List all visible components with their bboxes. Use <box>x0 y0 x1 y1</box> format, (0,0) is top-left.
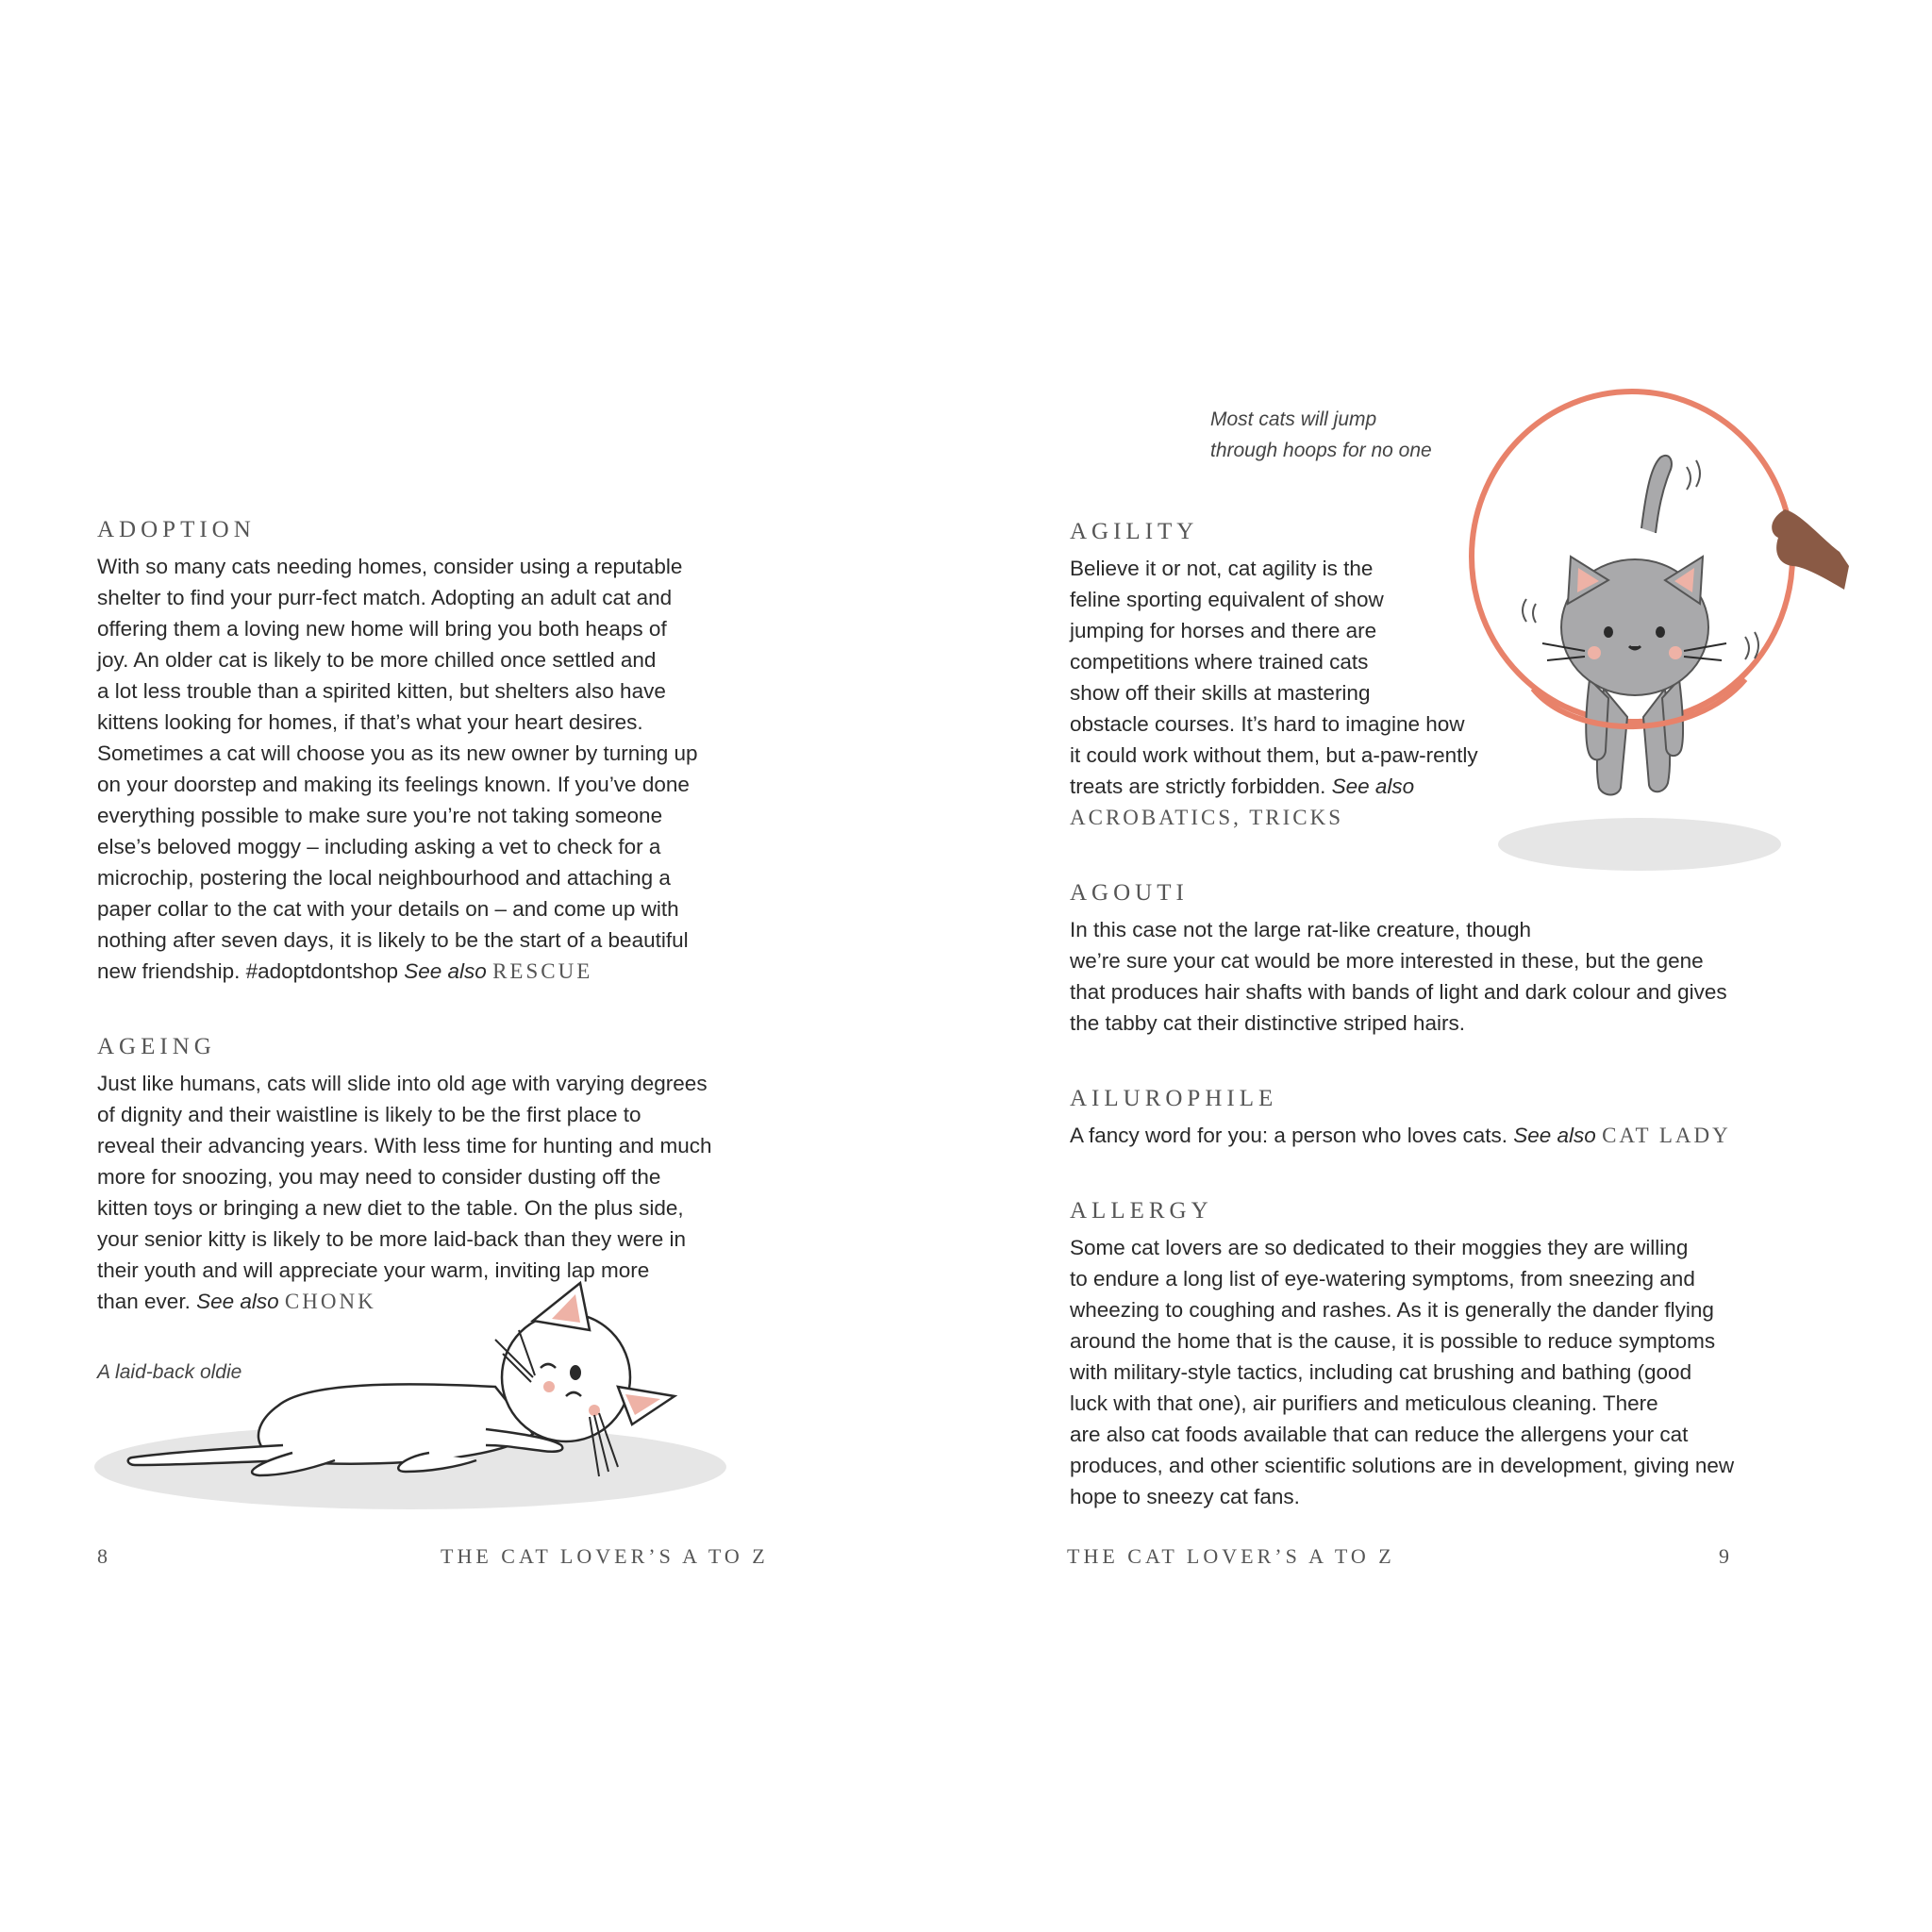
entry-adoption <box>97 515 748 987</box>
see-also-label: See also <box>404 959 487 983</box>
entry-agility <box>1070 517 1787 833</box>
entry-body: Just like humans, cats will slide into old age with varying degrees of dignity and their waistline is likely to be the first place to reveal their advancing years. With less time for hunting and much more for snoozing, you may need to consider dusting off the kitten toys or bringing a new diet to the table. On the plus side, your senior kitty is likely to be more laid-back than they were in their youth and will appreciate your warm, inviting lap more than ever. See also CHONK <box>97 1072 712 1313</box>
entry-heading: AGILITY <box>1070 519 1199 544</box>
entry-heading: AGEING <box>97 1034 216 1059</box>
left-column <box>97 515 748 1362</box>
right-page <box>966 0 1932 1932</box>
cat-lying-down-icon <box>90 1274 731 1519</box>
see-also-label: See also <box>196 1290 279 1313</box>
entry-body: A fancy word for you: a person who loves cats. See also CAT LADY <box>1070 1124 1731 1147</box>
running-head: THE CAT LOVER’S A TO Z <box>441 1544 769 1568</box>
illustration-caption: Most cats will jump through hoops for no one <box>1210 408 1432 461</box>
cross-reference: CAT LADY <box>1602 1124 1731 1147</box>
illustration-caption: A laid-back oldie <box>97 1361 242 1383</box>
entry-heading: ALLERGY <box>1070 1198 1213 1224</box>
entry-heading: AGOUTI <box>1070 880 1189 906</box>
entry-allergy <box>1070 1196 1787 1512</box>
page-number: 9 <box>1719 1544 1729 1568</box>
entry-body: Some cat lovers are so dedicated to their moggies they are willing to endure a long list of eye-watering symptoms, from sneezing and wheezing to coughing and rashes. As it is generally the dander flying around the home that is the cause, it is possible to reduce symptoms with military-style tactics, including cat brushing and bathing (good luck with that one), air purifiers and meticulous cleaning. There are also cat foods available that can reduce the allergens your cat produces, and other scientific solutions are in development, giving new hope to sneezy cat fans. <box>1070 1236 1735 1508</box>
see-also-label: See also <box>1331 774 1415 798</box>
cross-reference: RESCUE <box>492 959 593 983</box>
page-number: 8 <box>97 1544 108 1568</box>
cross-reference: CHONK <box>284 1290 376 1313</box>
cross-reference: ACROBATICS, TRICKS <box>1070 806 1344 829</box>
entry-ailurophile <box>1070 1084 1787 1151</box>
entry-body: Believe it or not, cat agility is the feline sporting equivalent of show jumping for horses and there are competitions where trained cats show off their skills at mastering obstacle courses. It’s hard to imagine how it could work without them, but a-paw-rently treats are strictly forbidden. See also ACROBATICS, TRICKS <box>1070 557 1478 829</box>
entry-body: With so many cats needing homes, consider using a reputable shelter to find your purr-fect match. Adopting an adult cat and offering them a loving new home will bring you both heaps of joy. An older cat is likely to be more chilled once settled and a lot less trouble than a spirited kitten, but shelters also have kittens looking for homes, if that’s what your heart desires. Sometimes a cat will choose you as its new owner by turning up on your doorstep and making its feelings known. If you’ve done everything possible to make sure you’re not taking someone else’s beloved moggy – including asking a vet to check for a microchip, postering the local neighbourhood and attaching a paper collar to the cat with your details on – and come up with nothing after seven days, it is likely to be the start of a beautiful new friendship. #adoptdontshop See also RESCUE <box>97 555 698 983</box>
entry-body: In this case not the large rat-like creature, though we’re sure your cat would be more interested in these, but the gene that produces hair shafts with bands of light and dark colour and gives the tabby cat their distinctive striped hairs. <box>1070 918 1727 1035</box>
right-column <box>1070 517 1787 1557</box>
entry-heading: AILUROPHILE <box>1070 1086 1278 1111</box>
entry-heading: ADOPTION <box>97 517 256 542</box>
running-head: THE CAT LOVER’S A TO Z <box>1067 1544 1395 1568</box>
see-also-label: See also <box>1513 1124 1596 1147</box>
entry-agouti <box>1070 878 1787 1039</box>
